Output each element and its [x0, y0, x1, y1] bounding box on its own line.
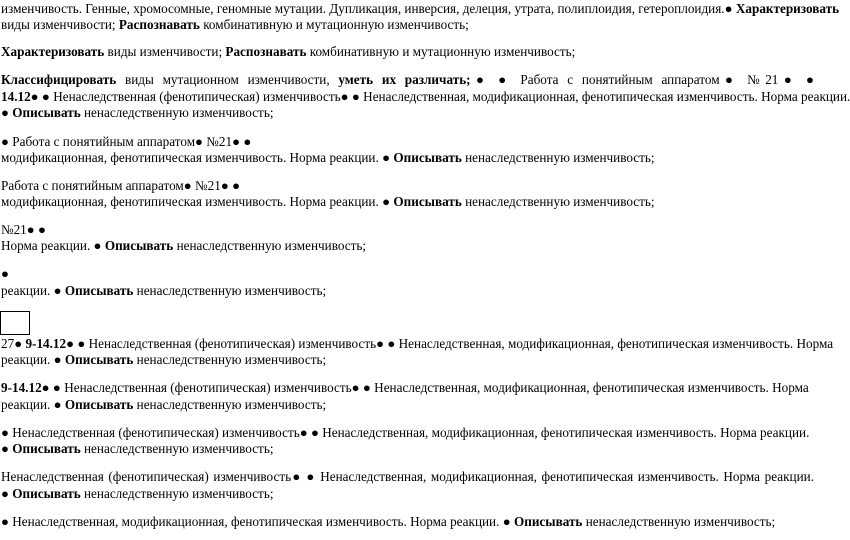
line-23: [1, 513, 814, 530]
line-22-seg-1: ●: [1, 486, 13, 501]
line-15-seg-3: ● ● Ненаследственная (фенотипическая) изменчивость● ● Ненаследственная, модификационная, фенотипическая изменчивость. Норма: [66, 336, 834, 351]
line-20: [1, 440, 814, 457]
line-1-seg-2: ●: [724, 1, 736, 16]
line-21-seg-1: Ненаследственная (фенотипическая) изменчивость● ● Ненаследственная, модификационная, фенотипическая изменчивость. Норма реакции.: [1, 469, 814, 484]
line-16-seg-3: ненаследственную изменчивость;: [133, 352, 327, 367]
line-22-seg-3: ненаследственную изменчивость;: [80, 486, 274, 501]
line-8: [1, 149, 814, 166]
line-1-seg-1: изменчивость. Генные, хромосомные, геномные мутации. Дупликация, инверсия, делеция, утрата, полиплоидия, гетероплоидия.: [1, 1, 725, 16]
line-22: [1, 485, 814, 502]
line-8-seg-2: Описывать: [393, 150, 462, 165]
line-8-seg-1: модификационная, фенотипическая изменчивость. Норма реакции. ●: [1, 150, 394, 165]
line-15: [1, 335, 834, 352]
line-14: [1, 282, 814, 299]
line-9: [1, 177, 814, 194]
line-4-seg-2: виды мутационном изменчивости,: [116, 72, 339, 87]
line-10-seg-2: Описывать: [393, 194, 462, 209]
line-20-seg-2: Описывать: [12, 441, 81, 456]
line-12-seg-1: Норма реакции. ●: [1, 238, 105, 253]
line-21: [1, 468, 814, 485]
line-11: [1, 221, 814, 238]
line-22-seg-2: Описывать: [12, 486, 81, 501]
line-6-seg-2: Описывать: [12, 105, 81, 120]
line-15-seg-1: 27●: [1, 336, 26, 351]
line-6: [1, 104, 814, 121]
line-18: [1, 396, 814, 413]
line-23-seg-2: Описывать: [513, 514, 583, 529]
line-18-seg-3: ненаследственную изменчивость;: [133, 397, 327, 412]
line-10-seg-1: модификационная, фенотипическая изменчивость. Норма реакции. ●: [1, 194, 394, 209]
line-4-seg-3: уметь их различать;: [338, 72, 471, 87]
line-2: [1, 16, 814, 33]
line-4-seg-1: Классифицировать: [1, 72, 117, 87]
line-17-seg-2: 9-14.12: [1, 380, 42, 395]
line-18-seg-2: Описывать: [64, 397, 134, 412]
line-20-seg-1: ●: [1, 441, 13, 456]
line-7-seg-1: ● Работа с понятийным аппаратом● №21● ●: [1, 134, 252, 149]
line-12: [1, 237, 814, 254]
line-19: [1, 424, 814, 441]
line-13: [1, 265, 814, 282]
line-14-seg-3: ненаследственную изменчивость;: [133, 283, 327, 298]
line-3-seg-4: комбинативную и мутационную изменчивость;: [306, 44, 576, 59]
line-17: [1, 379, 814, 396]
line-6-seg-3: ненаследственную изменчивость;: [80, 105, 274, 120]
line-7: [1, 133, 814, 150]
line-1: [1, 0, 840, 17]
line-12-seg-2: Описывать: [104, 238, 174, 253]
line-12-seg-3: ненаследственную изменчивость;: [173, 238, 367, 253]
line-16-seg-2: Описывать: [64, 352, 134, 367]
line-14-seg-2: Описывать: [64, 283, 134, 298]
line-5-seg-2: ● ● Ненаследственная (фенотипическая) изменчивость● ● Ненаследственная, модификационная, фенотипическая изменчивость. Норма реакции.: [30, 89, 850, 104]
line-11-seg-1: №21● ●: [1, 222, 46, 237]
line-18-seg-1: реакции. ●: [1, 397, 65, 412]
line-8-seg-3: ненаследственную изменчивость;: [461, 150, 655, 165]
line-13-seg-1: ●: [1, 266, 9, 281]
line-10: [1, 193, 814, 210]
line-19-seg-1: ● Ненаследственная (фенотипическая) изменчивость● ● Ненаследственная, модификационная, фенотипическая изменчивость. Норма реакции.: [1, 425, 810, 440]
line-5: [1, 88, 850, 105]
line-3-seg-3: Распознавать: [225, 44, 307, 59]
line-23-seg-1: ● Ненаследственная, модификационная, фенотипическая изменчивость. Норма реакции. ●: [1, 514, 514, 529]
line-14-seg-1: реакции. ●: [1, 283, 65, 298]
line-16-seg-1: реакции. ●: [1, 352, 65, 367]
line-23-seg-3: ненаследственную изменчивость;: [582, 514, 776, 529]
line-1-seg-3: Характеризовать: [735, 1, 840, 16]
line-3: [1, 43, 814, 60]
line-16: [1, 351, 814, 368]
line-4: [1, 71, 814, 88]
empty-box: [0, 311, 30, 335]
line-2-seg-2: Распознавать: [118, 17, 200, 32]
line-6-seg-1: ●: [1, 105, 13, 120]
line-4-seg-4: ● ● Работа с понятийным аппаратом● №21● ●: [470, 72, 815, 87]
line-3-seg-1: Характеризовать: [1, 44, 105, 59]
line-20-seg-3: ненаследственную изменчивость;: [80, 441, 274, 456]
line-5-seg-1: 14.12: [1, 89, 31, 104]
line-9-seg-1: Работа с понятийным аппаратом● №21● ●: [1, 178, 241, 193]
line-2-seg-1: виды изменчивости;: [1, 17, 119, 32]
line-2-seg-3: комбинативную и мутационную изменчивость;: [199, 17, 469, 32]
line-10-seg-3: ненаследственную изменчивость;: [461, 194, 655, 209]
line-3-seg-2: виды изменчивости;: [104, 44, 226, 59]
line-17-seg-3: ● ● Ненаследственная (фенотипическая) изменчивость● ● Ненаследственная, модификационная, фенотипическая изменчивость. Норма: [41, 380, 809, 395]
line-15-seg-2: 9-14.12: [25, 336, 67, 351]
